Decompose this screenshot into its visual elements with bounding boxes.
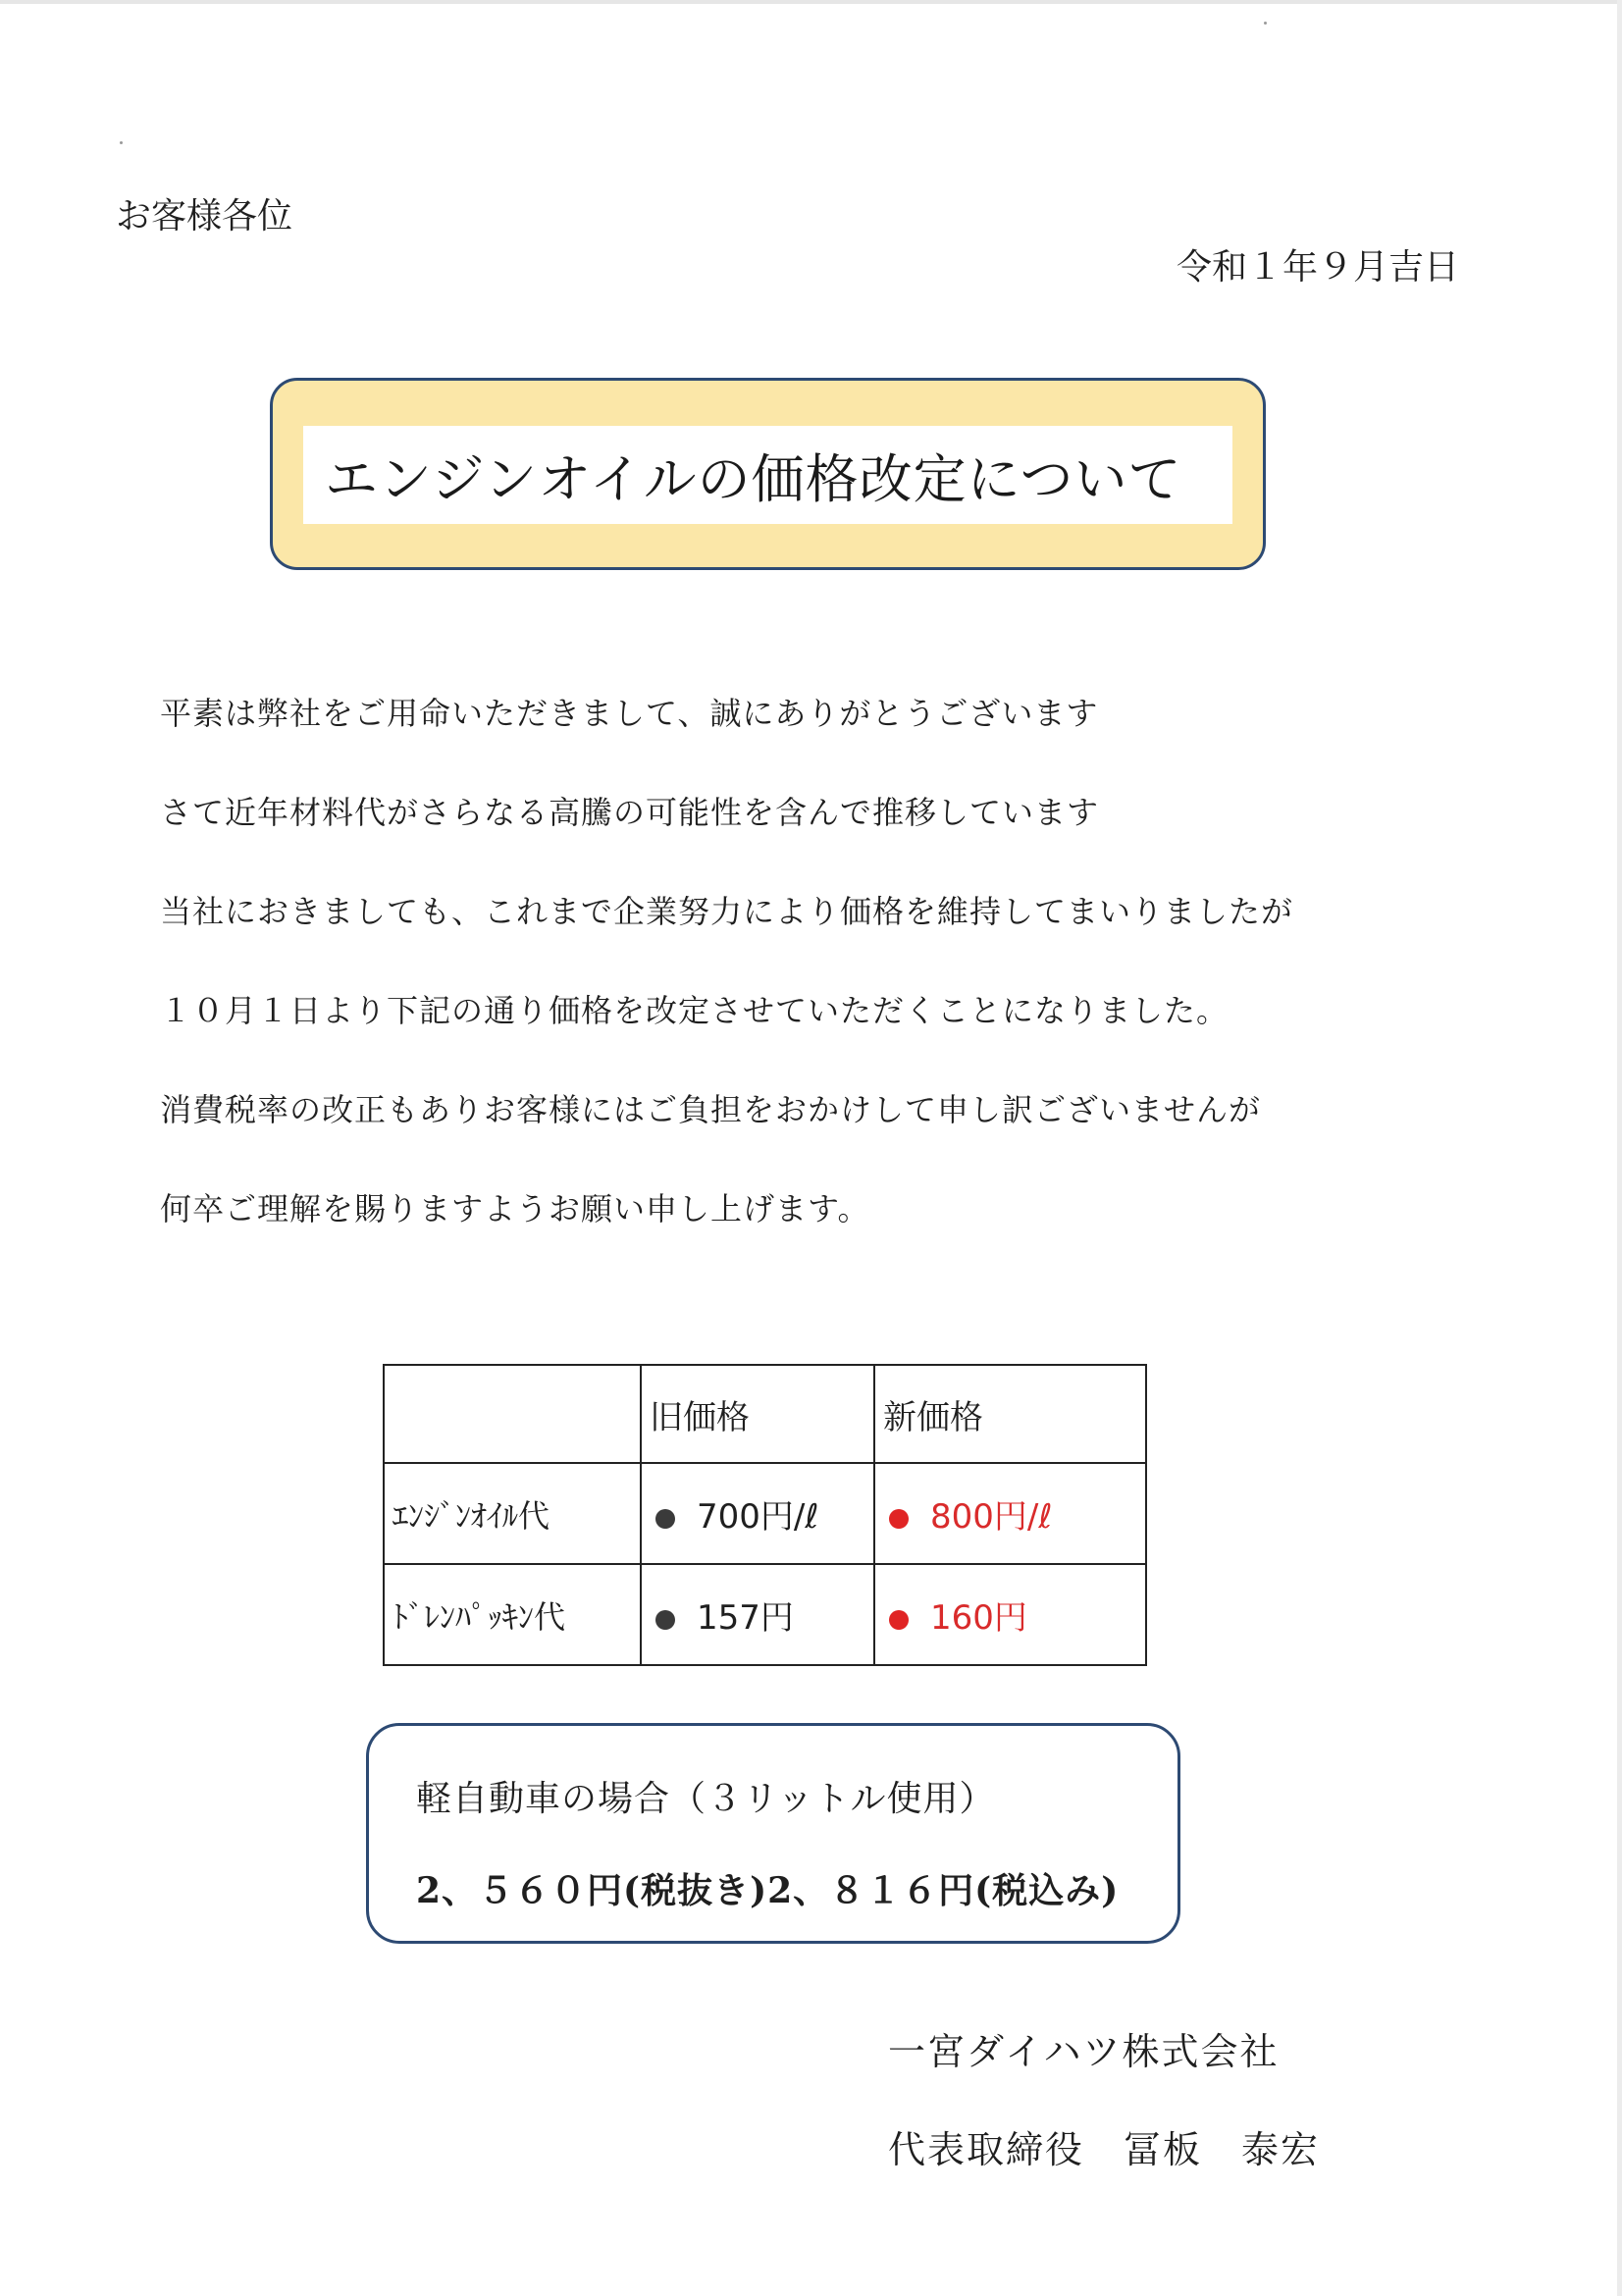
title-banner-inner: [303, 426, 1232, 524]
body-line: 平素は弊社をご用命いただきまして、誠にありがとうございます: [160, 695, 1099, 732]
body-line: さて近年材料代がさらなる高騰の可能性を含んで推移しています: [160, 794, 1100, 831]
old-price-cell: [641, 1463, 874, 1564]
addressee: お客様各位: [116, 196, 293, 236]
table-header-old-price: 旧価格: [641, 1365, 874, 1463]
new-price-value: 160円: [930, 1598, 1027, 1638]
body-line: 当社におきましても、これまで企業努力により価格を維持してまいりましたが: [160, 893, 1294, 930]
table-header-new-price: 新価格: [874, 1365, 1146, 1463]
old-price-cell: [641, 1564, 874, 1665]
representative-name: 代表取締役 冨板 泰宏: [888, 2128, 1321, 2171]
old-price-value: 700円/ℓ: [697, 1497, 819, 1537]
item-drain-packing: ﾄﾞﾚﾝﾊﾟｯｷﾝ代: [384, 1564, 641, 1665]
body-line: 何卒ご理解を賜りますようお願い申し上げます。: [160, 1190, 870, 1227]
company-name: 一宮ダイハツ株式会社: [888, 2030, 1280, 2073]
old-price-value: 157円: [697, 1598, 794, 1638]
table-header-empty: [384, 1365, 641, 1463]
old-price-bullet-icon: [655, 1610, 675, 1630]
note-total-price: 2、５６０円(税抜き)2、８１６円(税込み): [416, 1870, 1120, 1911]
note-condition: 軽自動車の場合（３リットル使用）: [416, 1779, 996, 1819]
table-row: [384, 1564, 1146, 1665]
new-price-value: 800円/ℓ: [930, 1497, 1053, 1537]
table-header-row: [384, 1365, 1146, 1463]
document-date: 令和１年９月吉日: [1176, 247, 1459, 287]
scan-speck: [1264, 22, 1267, 25]
title-banner: [270, 378, 1266, 570]
scan-speck: [120, 141, 123, 144]
scan-top-edge: [0, 0, 1622, 4]
body-line: 消費税率の改正もありお客様にはご負担をおかけして申し訳ございませんが: [160, 1091, 1262, 1128]
new-price-bullet-icon: [889, 1509, 909, 1529]
document-title: エンジンオイルの価格改定について: [325, 447, 1182, 510]
new-price-bullet-icon: [889, 1610, 909, 1630]
item-engine-oil: ｴﾝｼﾞﾝｵｲﾙ代: [384, 1463, 641, 1564]
new-price-cell: [874, 1564, 1146, 1665]
body-line: １０月１日より下記の通り価格を改定させていただくことになりました。: [160, 992, 1230, 1029]
scan-right-edge: [1617, 0, 1622, 2296]
body-text: [160, 687, 1436, 1281]
price-table: [383, 1364, 1147, 1666]
new-price-cell: [874, 1463, 1146, 1564]
old-price-bullet-icon: [655, 1509, 675, 1529]
kei-car-price-note: [366, 1723, 1180, 1944]
table-row: [384, 1463, 1146, 1564]
